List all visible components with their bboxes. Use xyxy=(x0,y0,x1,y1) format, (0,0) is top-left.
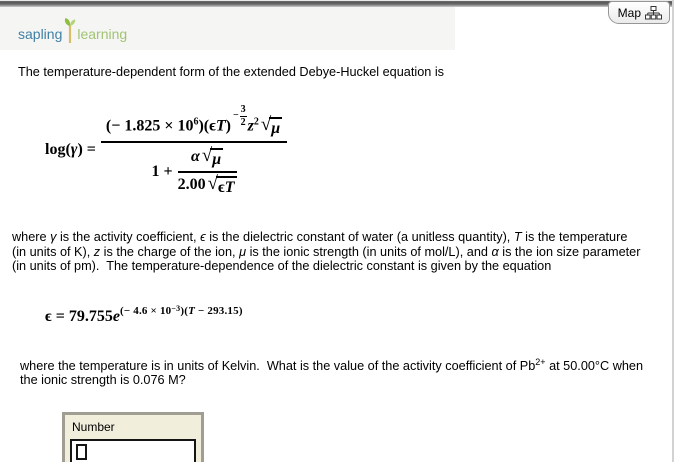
math-token: α xyxy=(191,148,200,165)
window-top-bar xyxy=(0,0,672,7)
sitemap-icon xyxy=(645,6,662,20)
math-token: − xyxy=(232,110,239,121)
math-token: 2.00 xyxy=(177,176,206,193)
math-token xyxy=(178,173,237,197)
question-content xyxy=(0,50,672,462)
math-token: ) = xyxy=(77,140,96,158)
inner-fraction xyxy=(178,147,237,197)
sqrt-mu xyxy=(202,147,223,169)
answer-box-label: Number xyxy=(72,419,115,434)
math-token: (− 1.825 × 10 xyxy=(105,117,194,134)
math-token: T xyxy=(188,304,195,317)
math-token: ) xyxy=(225,117,231,134)
equation-exponent xyxy=(120,305,243,317)
math-token: √ xyxy=(201,145,213,166)
math-token: ) xyxy=(198,117,204,134)
math-token: z xyxy=(247,117,254,134)
math-token: ( xyxy=(203,117,210,134)
math-token: )( xyxy=(180,304,189,317)
math-token: √ xyxy=(260,114,272,135)
math-token: 2 xyxy=(240,116,246,128)
math-token: (− 4.6 × 10 xyxy=(119,304,172,317)
text-cursor-box xyxy=(76,444,87,460)
logo-word-sapling: sapling xyxy=(18,25,63,42)
answer-input[interactable] xyxy=(70,439,196,462)
header-band xyxy=(0,7,455,50)
exponent-minus-three-halves xyxy=(233,105,247,128)
fraction-denominator xyxy=(101,143,287,197)
dielectric-constant-equation xyxy=(45,304,672,326)
math-token: μ xyxy=(269,117,282,138)
math-token xyxy=(152,147,237,197)
fraction-numerator xyxy=(101,103,287,144)
math-token: √ xyxy=(207,173,218,194)
math-token: 6 xyxy=(193,116,199,127)
question-text: where the temperature is in units of Kelvin. What is the value of the activity coefficient of $Pb^{2+}$ at 50.00°C when the ionic strength is 0.076 M? xyxy=(20,356,644,388)
math-token: 3 xyxy=(240,103,246,115)
debye-huckel-equation xyxy=(45,103,672,198)
math-token: log( xyxy=(45,140,71,158)
math-token xyxy=(178,147,237,173)
sqrt-epsilon-T xyxy=(208,175,237,197)
math-token: T xyxy=(215,117,226,134)
math-token: − 293.15) xyxy=(195,304,243,317)
math-token: 1 + xyxy=(151,163,173,180)
math-token: μ xyxy=(210,148,223,169)
number-answer-box xyxy=(62,412,204,462)
math-token xyxy=(240,105,247,128)
main-fraction xyxy=(101,103,287,198)
intro-text: The temperature-dependent form of the extended Debye-Huckel equation is xyxy=(18,65,444,79)
sapling-plant-icon xyxy=(63,17,77,44)
equation-lhs xyxy=(45,141,96,159)
sqrt-mu xyxy=(261,116,282,138)
math-token: ϵ xyxy=(45,307,52,325)
math-token: ϵT xyxy=(216,176,237,197)
sapling-learning-logo xyxy=(18,17,127,41)
map-button[interactable] xyxy=(608,1,670,24)
math-token: 79.755 xyxy=(68,307,113,325)
math-token: −3 xyxy=(171,303,181,313)
logo-word-learning: learning xyxy=(77,25,128,42)
math-token: 2 xyxy=(253,116,259,127)
math-token: = xyxy=(51,307,69,325)
variable-explanation-text: where γ is the activity coefficient, ϵ is the dielectric constant of water (a unitless quantity), T is the temperature (in units of K), z is the charge of the ion, μ is the ionic strength (in units of mol/L), and α is the ion size parameter (in units of pm). The temperature-dependence of the dielectric constant is given by the equation xyxy=(12,230,641,273)
map-button-label: Map xyxy=(617,5,641,20)
math-token: γ xyxy=(70,140,78,158)
math-token: ϵ xyxy=(209,117,216,134)
math-token: e xyxy=(112,307,120,325)
